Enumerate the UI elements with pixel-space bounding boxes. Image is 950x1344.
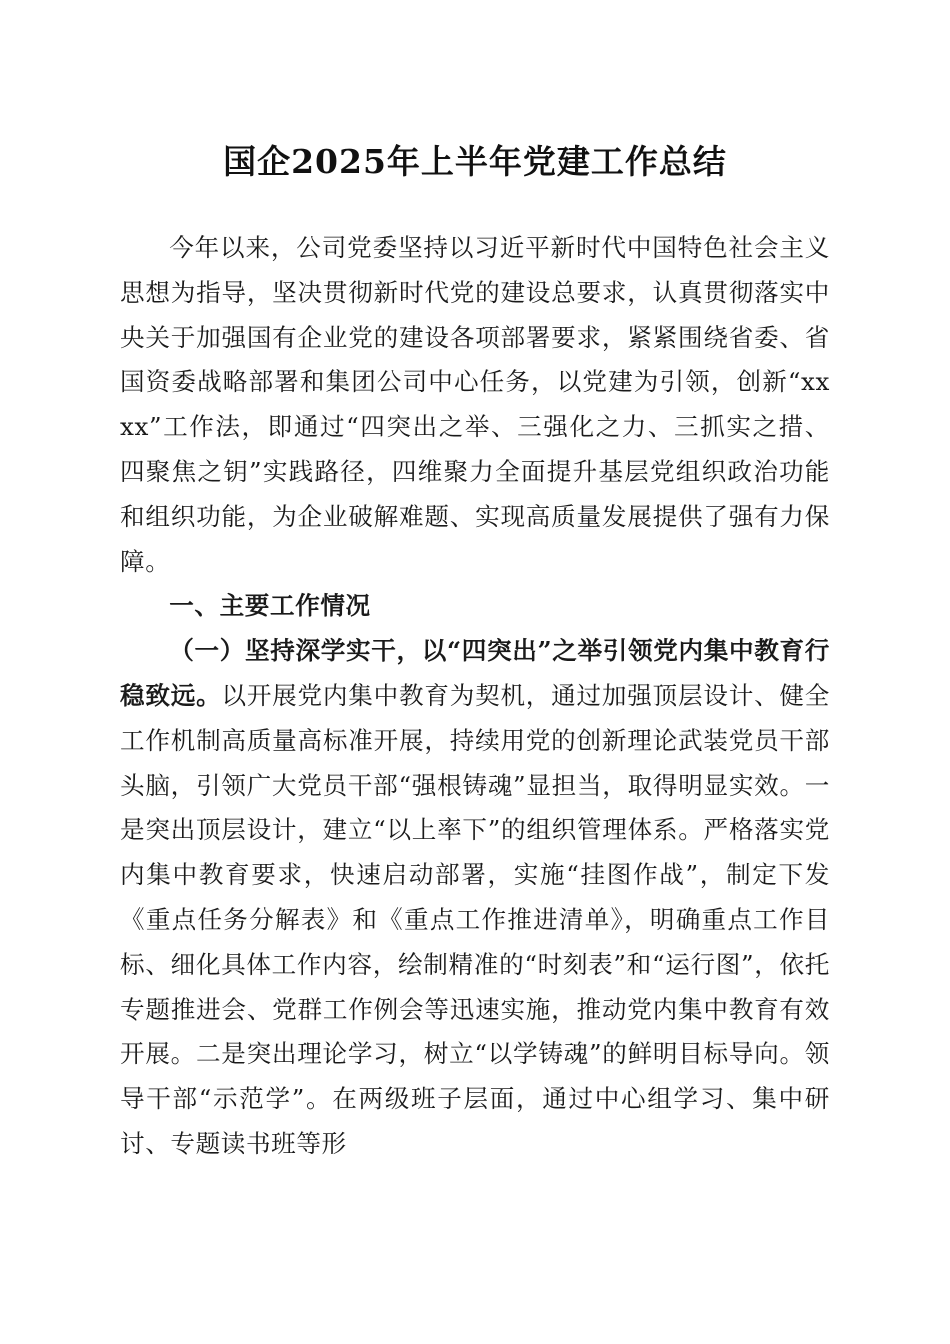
subsection-body: 以开展党内集中教育为契机，通过加强顶层设计、健全工作机制高质量高标准开展，持续用党的创新理论武装党员干部头脑，引领广大党员干部“强根铸魂”显担当，取得明显实效。一是突出顶层设计，建立“以上率下”的组织管理体系。严格落实党内集中教育要求，快速启动部署，实施“挂图作战”，制定下发《重点任务分解表》和《重点工作推进清单》，明确重点工作目标、细化具体工作内容，绘制精准的“时刻表”和“运行图”，依托专题推进会、党群工作例会等迅速实施，推动党内集中教育有效开展。二是突出理论学习，树立“以学铸魂”的鲜明目标导向。领导干部“示范学”。在两级班子层面，通过中心组学习、集中研讨、专题读书班等形 — [120, 680, 830, 1158]
document-title: 国企2025年上半年党建工作总结 — [223, 142, 727, 181]
document-body — [120, 226, 830, 1167]
subsection-lead: （一）坚持深学实干，以“四突出”之举引领党内集中教育行稳致远。 — [120, 636, 830, 710]
intro-paragraph: 今年以来，公司党委坚持以习近平新时代中国特色社会主义思想为指导，坚决贯彻新时代党的建设总要求，认真贯彻落实中央关于加强国有企业党的建设各项部署要求，紧紧围绕省委、省国资委战略部署和集团公司中心任务，以党建为引领，创新“xxxx”工作法，即通过“四突出之举、三强化之力、三抓实之措、四聚焦之钥”实践路径，四维聚力全面提升基层党组织政治功能和组织功能，为企业破解难题、实现高质量发展提供了强有力保障。 — [120, 233, 830, 576]
subsection-paragraph — [120, 629, 830, 1167]
section-heading: 一、主要工作情况 — [169, 591, 371, 621]
